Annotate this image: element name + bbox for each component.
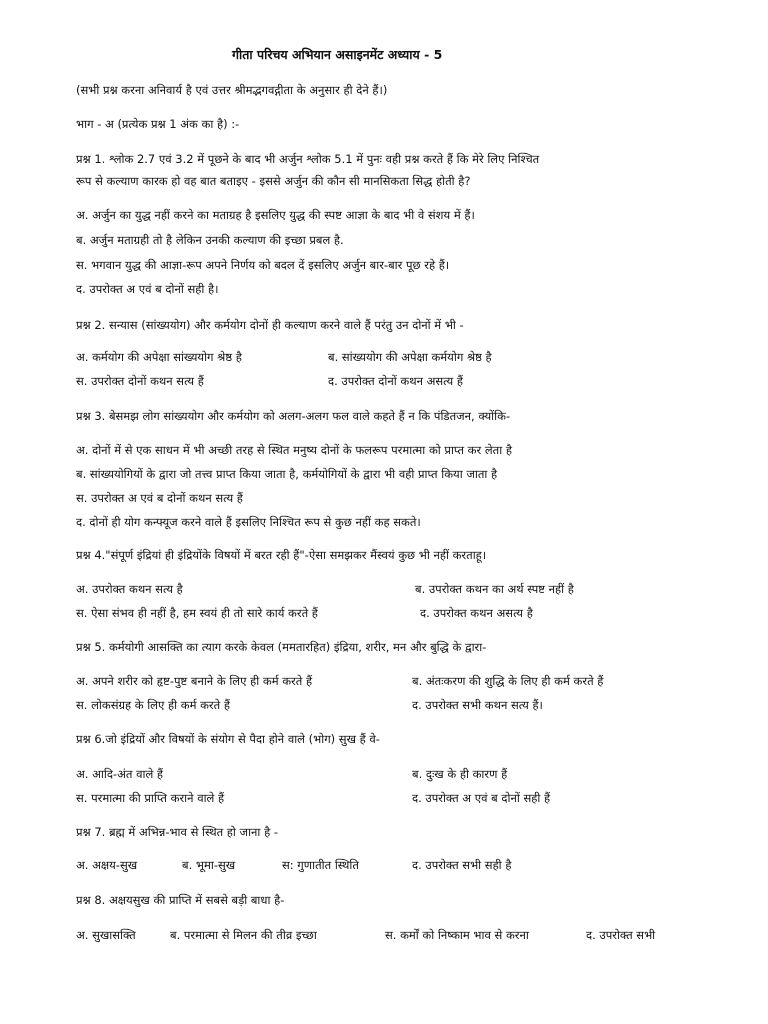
question-7-option-b: ब. भूमा-सुख	[182, 858, 236, 872]
question-4-option-b: ब. उपरोक्त कथन का अर्थ स्पष्ट नहीं है	[415, 582, 574, 596]
question-2-text: प्रश्न 2. सन्यास (सांख्ययोग) और कर्मयोग दोनों ही कल्याण करने वाले हैं परंतु उन दोनों में भी -	[76, 318, 464, 332]
question-8-text: प्रश्न 8. अक्षयसुख की प्राप्ति में सबसे बड़ी बाधा है-	[76, 893, 285, 907]
question-3-option-a: अ. दोनों में से एक साधन में भी अच्छी तरह से स्थित मनुष्य दोनों के फलरूप परमात्मा को प्राप्त कर लेता है	[76, 443, 512, 457]
question-7-text: प्रश्न 7. ब्रह्म में अभिन्न-भाव से स्थित हो जाना है -	[76, 825, 278, 839]
question-7-option-d: द. उपरोक्त सभी सही है	[412, 858, 512, 872]
question-1-option-a: अ. अर्जुन का युद्ध नहीं करने का मताग्रह है इसलिए युद्ध की स्पष्ट आज्ञा के बाद भी वे संशय में हैं।	[76, 208, 475, 222]
question-6-option-a: अ. आदि-अंत वाले हैं	[76, 767, 164, 781]
question-5-option-d: द. उपरोक्त सभी कथन सत्य हैं।	[412, 698, 543, 712]
question-8-option-d: द. उपरोक्त सभी	[586, 928, 656, 942]
question-6-option-d: द. उपरोक्त अ एवं ब दोनों सही हैं	[412, 791, 551, 805]
question-6-text: प्रश्न 6.जो इंद्रियों और विषयों के संयोग से पैदा होने वाले (भोग) सुख हैं वे-	[76, 732, 380, 746]
question-3-text: प्रश्न 3. बेसमझ लोग सांख्ययोग और कर्मयोग को अलग-अलग फल वाले कहते हैं न कि पंडितजन, क्योंकि-	[76, 409, 511, 423]
question-8-option-c: स. कर्मों को निष्काम भाव से करना	[385, 928, 529, 942]
question-1-option-c: स. भगवान युद्ध की आज्ञा-रूप अपने निर्णय को बदल दें इसलिए अर्जुन बार-बार पूछ रहे हैं।	[76, 258, 450, 272]
question-6-option-c: स. परमात्मा की प्राप्ति कराने वाले हैं	[76, 791, 225, 805]
question-3-option-c: स. उपरोक्त अ एवं ब दोनों कथन सत्य हैं	[76, 491, 243, 505]
question-2-option-b: ब. सांख्ययोग की अपेक्षा कर्मयोग श्रेष्ठ है	[328, 350, 492, 364]
question-3-option-b: ब. सांख्ययोगियों के द्वारा जो तत्त्व प्राप्त किया जाता है, कर्मयोगियों के द्वारा भी वही प्राप्त किया जाता है	[76, 467, 498, 481]
question-2-option-d: द. उपरोक्त दोनों कथन असत्य हैं	[328, 374, 463, 388]
question-1-option-b: ब. अर्जुन मताग्रही तो है लेकिन उनकी कल्याण की इच्छा प्रबल है.	[76, 233, 344, 247]
page-title: गीता परिचय अभियान असाइनमेंट अध्याय - 5	[232, 47, 443, 62]
question-5-option-a: अ. अपने शरीर को हृष्ट-पुष्ट बनाने के लिए ही कर्म करते हैं	[76, 674, 313, 688]
question-5-option-b: ब. अंतःकरण की शुद्धि के लिए ही कर्म करते हैं	[412, 674, 604, 688]
question-3-option-d: द. दोनों ही योग कन्फ्यूज करने वाले हैं इसलिए निश्चित रूप से कुछ नहीं कह सकते।	[76, 515, 421, 529]
question-4-option-c: स. ऐसा संभव ही नहीं है, हम स्वयं ही तो सारे कार्य करते हैं	[76, 606, 318, 620]
question-4-option-d: द. उपरोक्त कथन असत्य है	[420, 606, 533, 620]
question-1-line-2: रूप से कल्याण कारक हो वह बात बताइए - इससे अर्जुन की कौन सी मानसिकता सिद्ध होती है?	[76, 174, 471, 188]
question-5-option-c: स. लोकसंग्रह के लिए ही कर्म करते हैं	[76, 698, 230, 712]
question-7-option-a: अ. अक्षय-सुख	[76, 858, 138, 872]
question-4-text: प्रश्न 4."संपूर्ण इंद्रियां ही इंद्रियोंके विषयों में बरत रही हैं"-ऐसा समझकर मैंस्वयं कुछ भी नहीं करताहू।	[76, 548, 487, 562]
question-8-option-a: अ. सुखासक्ति	[76, 928, 136, 942]
question-6-option-b: ब. दुःख के ही कारण हैं	[412, 767, 508, 781]
instruction-text: (सभी प्रश्न करना अनिवार्य है एवं उत्तर श्रीमद्भगवद्गीता के अनुसार ही देने हैं।)	[76, 83, 388, 97]
question-7-option-c: स: गुणातीत स्थिति	[282, 858, 359, 872]
section-heading: भाग - अ (प्रत्येक प्रश्न 1 अंक का है) :-	[76, 117, 240, 131]
question-4-option-a: अ. उपरोक्त कथन सत्य है	[76, 582, 183, 596]
question-2-option-a: अ. कर्मयोग की अपेक्षा सांख्ययोग श्रेष्ठ है	[76, 350, 242, 364]
question-1-option-d: द. उपरोक्त अ एवं ब दोनों सही है।	[76, 282, 219, 296]
question-1-line-1: प्रश्न 1. श्लोक 2.7 एवं 3.2 में पूछने के बाद भी अर्जुन श्लोक 5.1 में पुनः वही प्रश्न करते हैं कि मेरे लिए निश्चित	[76, 152, 540, 166]
question-2-option-c: स. उपरोक्त दोनों कथन सत्य हैं	[76, 374, 204, 388]
question-5-text: प्रश्न 5. कर्मयोगी आसक्ति का त्याग करके केवल (ममतारहित) इंद्रिया, शरीर, मन और बुद्धि के द्वारा-	[76, 640, 487, 654]
question-8-option-b: ब. परमात्मा से मिलन की तीव्र इच्छा	[170, 928, 317, 942]
